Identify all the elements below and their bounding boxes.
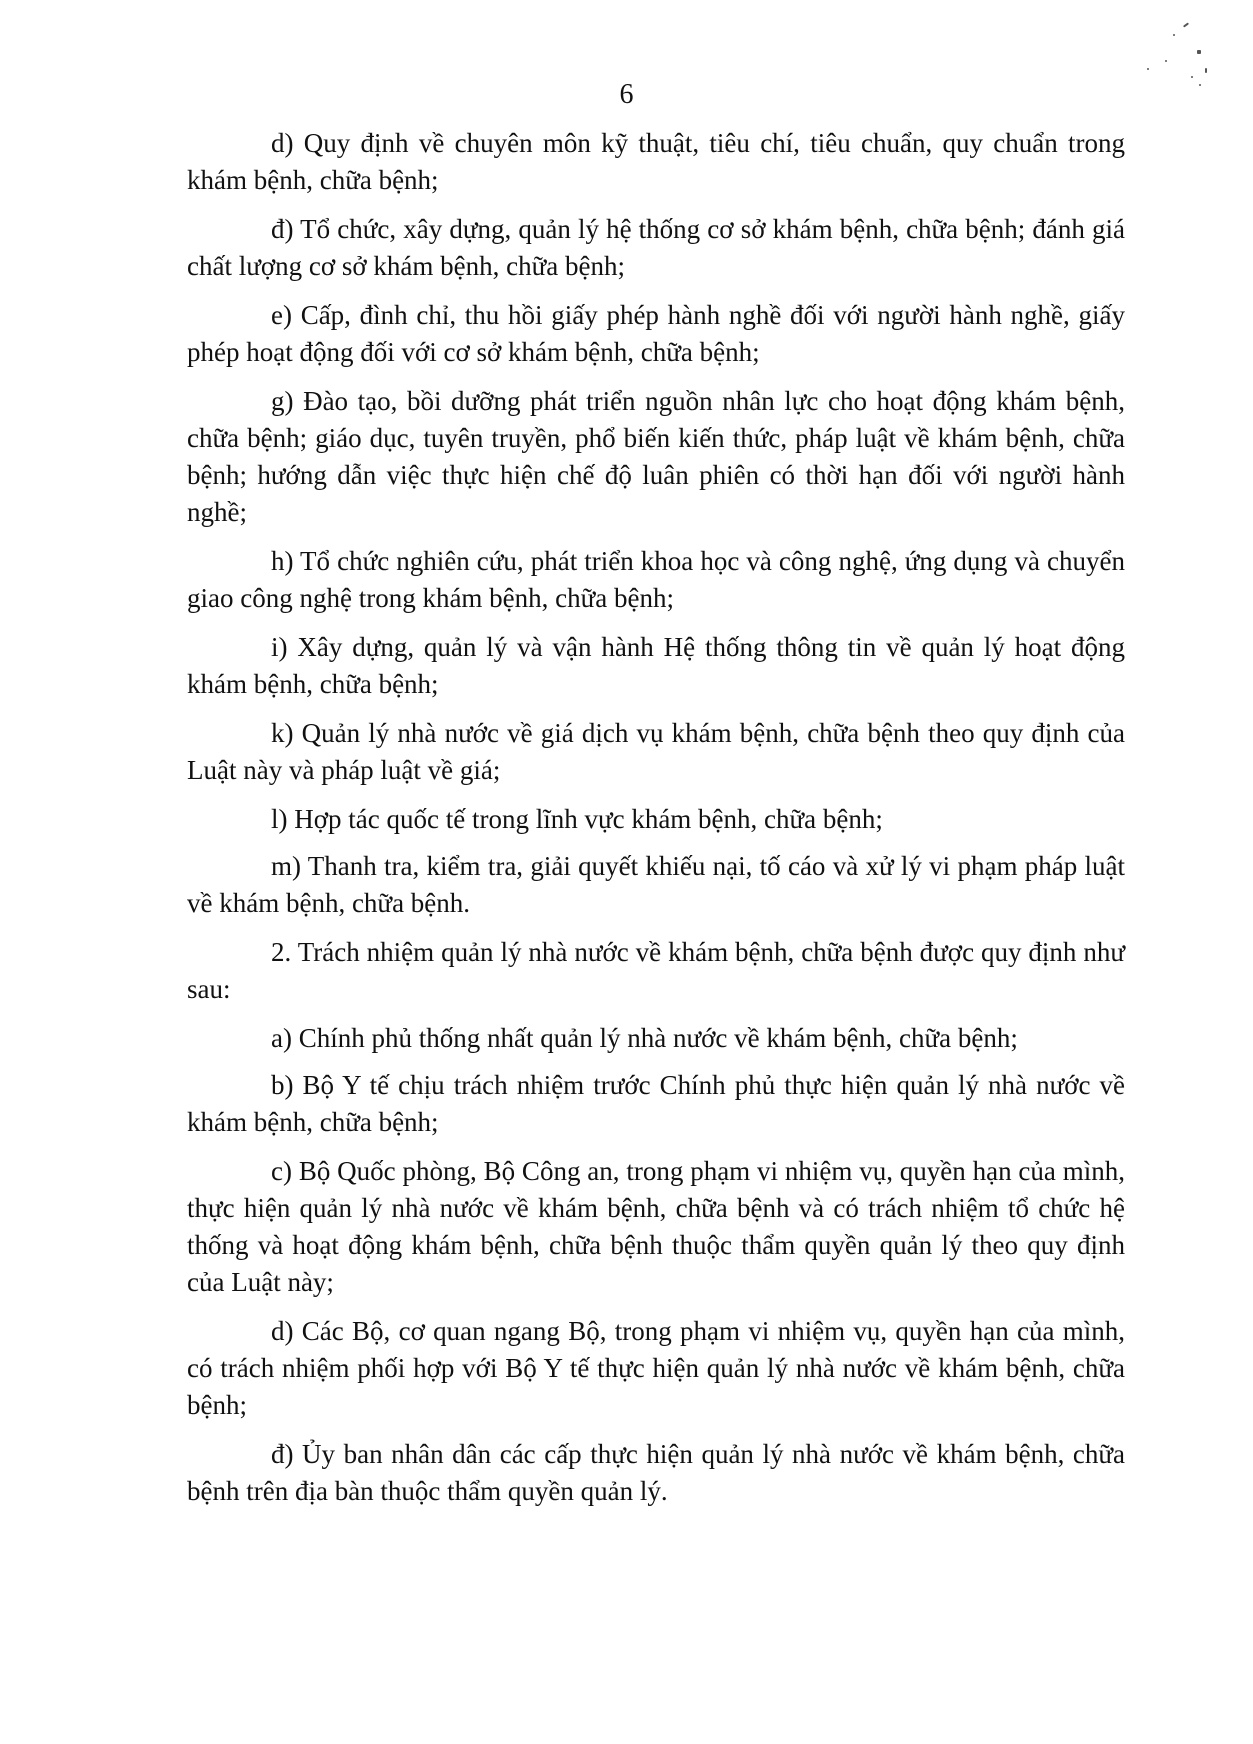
clause-i-information-system: i) Xây dựng, quản lý và vận hành Hệ thống thông tin về quản lý hoạt động khám bệnh, chữa bệnh; [187, 632, 1125, 699]
clause-dd-peoples-committees: đ) Ủy ban nhân dân các cấp thực hiện quản lý nhà nước về khám bệnh, chữa bệnh trên địa bàn thuộc thẩm quyền quản lý. [187, 1439, 1125, 1506]
clause-b-ministry-of-health: b) Bộ Y tế chịu trách nhiệm trước Chính phủ thực hiện quản lý nhà nước về khám bệnh, chữa bệnh; [187, 1070, 1125, 1137]
clause-d-technical-regulations: d) Quy định về chuyên môn kỹ thuật, tiêu chí, tiêu chuẩn, quy chuẩn trong khám bệnh, chữa bệnh; [187, 128, 1125, 195]
clause-d-ministries: d) Các Bộ, cơ quan ngang Bộ, trong phạm vi nhiệm vụ, quyền hạn của mình, có trách nhiệm phối hợp với Bộ Y tế thực hiện quản lý nhà nước về khám bệnh, chữa bệnh; [187, 1316, 1125, 1420]
clause-g-training: g) Đào tạo, bồi dưỡng phát triển nguồn nhân lực cho hoạt động khám bệnh, chữa bệnh; giáo dục, tuyên truyền, phổ biến kiến thức, pháp luật về khám bệnh, chữa bệnh; hướng dẫn việc thực hiện chế độ luân phiên có thời hạn đối với người hành nghề; [187, 386, 1125, 527]
page-number: 6 [619, 79, 634, 110]
clause-a-government: a) Chính phủ thống nhất quản lý nhà nước về khám bệnh, chữa bệnh; [271, 1023, 1018, 1053]
clause-h-research: h) Tổ chức nghiên cứu, phát triển khoa học và công nghệ, ứng dụng và chuyển giao công nghệ trong khám bệnh, chữa bệnh; [187, 546, 1125, 613]
document-body [187, 125, 1125, 1522]
clause-e-licensing: e) Cấp, đình chỉ, thu hồi giấy phép hành nghề đối với người hành nghề, giấy phép hoạt động đối với cơ sở khám bệnh, chữa bệnh; [187, 300, 1125, 367]
clause-l-international-cooperation: l) Hợp tác quốc tế trong lĩnh vực khám bệnh, chữa bệnh; [271, 804, 883, 834]
clause-m-inspection: m) Thanh tra, kiểm tra, giải quyết khiếu nại, tố cáo và xử lý vi phạm pháp luật về khám bệnh, chữa bệnh. [187, 851, 1125, 918]
clause-dd-facility-system: đ) Tổ chức, xây dựng, quản lý hệ thống cơ sở khám bệnh, chữa bệnh; đánh giá chất lượng cơ sở khám bệnh, chữa bệnh; [187, 214, 1125, 281]
clause-c-defense-and-police: c) Bộ Quốc phòng, Bộ Công an, trong phạm vi nhiệm vụ, quyền hạn của mình, thực hiện quản lý nhà nước về khám bệnh, chữa bệnh và có trách nhiệm tổ chức hệ thống và hoạt động khám bệnh, chữa bệnh thuộc thẩm quyền quản lý theo quy định của Luật này; [187, 1156, 1125, 1297]
clause-k-pricing: k) Quản lý nhà nước về giá dịch vụ khám bệnh, chữa bệnh theo quy định của Luật này và pháp luật về giá; [187, 718, 1125, 785]
section-2-responsibilities: 2. Trách nhiệm quản lý nhà nước về khám bệnh, chữa bệnh được quy định như sau: [187, 937, 1125, 1004]
